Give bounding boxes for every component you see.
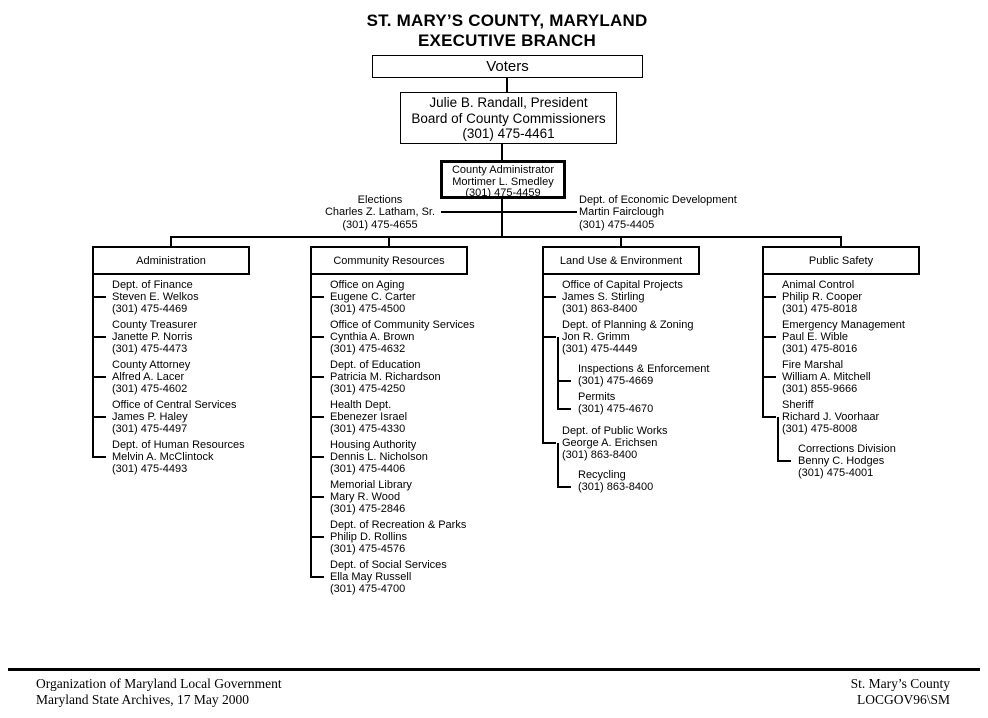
- org-subitem: [557, 465, 784, 493]
- org-item: [542, 275, 784, 315]
- column-land-use-environment: [542, 275, 784, 499]
- dept-title: Health Dept.: [330, 399, 392, 411]
- dept-phone: (301) 475-4576: [330, 543, 406, 555]
- dept-title: Corrections Division: [798, 443, 896, 455]
- dept-title: Dept. of Education: [330, 359, 421, 371]
- dept-title: Memorial Library: [330, 479, 412, 491]
- dept-person: Richard J. Voorhaar: [782, 411, 880, 423]
- column-community-resources: [310, 275, 552, 595]
- connector-admin-rail: [501, 199, 503, 238]
- page-title-line2: EXECUTIVE BRANCH: [418, 31, 596, 50]
- dept-title: Office on Aging: [330, 279, 405, 291]
- board-box: [400, 92, 617, 144]
- column-header-label: Administration: [136, 254, 206, 267]
- dept-person: Mary R. Wood: [330, 491, 401, 503]
- economic-development-title: Dept. of Economic Development: [579, 194, 737, 206]
- dept-phone: (301) 475-4449: [562, 343, 638, 355]
- dept-phone: (301) 475-8008: [782, 423, 858, 435]
- dept-person: William A. Mitchell: [782, 371, 871, 383]
- dept-person: Philip R. Cooper: [782, 291, 863, 303]
- elections-phone: (301) 475-4655: [342, 218, 418, 231]
- dept-title: Emergency Management: [782, 319, 905, 331]
- dept-person: Ella May Russell: [330, 571, 412, 583]
- dept-phone: (301) 855-9666: [782, 383, 858, 395]
- dept-phone: (301) 475-4602: [112, 383, 188, 395]
- column-public-safety: [762, 275, 988, 485]
- voters-label: Voters: [486, 58, 529, 75]
- administrator-phone: (301) 475-4459: [465, 187, 541, 199]
- org-item: [92, 275, 334, 315]
- org-item: [310, 435, 552, 475]
- dept-phone: (301) 475-8018: [782, 303, 858, 315]
- dept-title: County Attorney: [112, 359, 191, 371]
- dept-person: Ebenezer Israel: [330, 411, 408, 423]
- org-subitem: [557, 387, 784, 415]
- org-sublist: [777, 435, 988, 485]
- footer-left: [36, 676, 282, 707]
- org-item: [310, 275, 552, 315]
- dept-title: Animal Control: [782, 279, 855, 291]
- org-item: [762, 315, 988, 355]
- connector-board-admin: [501, 144, 503, 160]
- column-header-label: Community Resources: [333, 254, 445, 267]
- dept-phone: (301) 863-8400: [578, 481, 654, 493]
- org-subitem: [557, 359, 784, 387]
- dept-person: Dennis L. Nicholson: [330, 451, 428, 463]
- dept-title: Housing Authority: [330, 439, 417, 451]
- org-item: [310, 475, 552, 515]
- org-sublist: [557, 355, 784, 421]
- dept-phone: (301) 475-4700: [330, 583, 406, 595]
- org-subitem: [777, 439, 988, 479]
- dept-phone: (301) 475-2846: [330, 503, 406, 515]
- dept-title: Recycling: [578, 469, 626, 481]
- voters-box: [372, 55, 643, 78]
- connector-rail: [170, 236, 842, 238]
- dept-title: Office of Central Services: [112, 399, 237, 411]
- org-item: [542, 315, 784, 421]
- org-item: [310, 515, 552, 555]
- dept-person: George A. Erichsen: [562, 437, 658, 449]
- org-sublist: [557, 461, 784, 499]
- footer-right-line2: LOCGOV96\SM: [856, 691, 950, 707]
- footer-right-line1: St. Mary’s County: [850, 676, 950, 691]
- board-president: Julie B. Randall, President: [429, 95, 588, 110]
- dept-person: Steven E. Welkos: [112, 291, 199, 303]
- dept-person: Eugene C. Carter: [330, 291, 416, 303]
- elections-block: [318, 194, 442, 231]
- dept-person: James S. Stirling: [562, 291, 645, 303]
- column-header-public-safety: [762, 246, 920, 275]
- dept-title: Dept. of Public Works: [562, 425, 668, 437]
- dept-phone: (301) 475-8016: [782, 343, 858, 355]
- org-item: [310, 395, 552, 435]
- dept-phone: (301) 475-4001: [798, 467, 874, 479]
- dept-phone: (301) 475-4632: [330, 343, 406, 355]
- dept-title: Office of Community Services: [330, 319, 475, 331]
- org-item: [762, 275, 988, 315]
- dept-title: Fire Marshal: [782, 359, 844, 371]
- dept-title: Dept. of Social Services: [330, 559, 447, 571]
- elections-title: Elections: [357, 194, 403, 206]
- dept-title: Dept. of Planning & Zoning: [562, 319, 694, 331]
- column-header-land-use-environment: [542, 246, 700, 275]
- dept-phone: (301) 475-4497: [112, 423, 188, 435]
- connector-economic-development: [503, 211, 577, 213]
- org-item: [92, 315, 334, 355]
- footer-left-line2: Maryland State Archives, 17 May 2000: [36, 691, 249, 707]
- page-title-line1: ST. MARY’S COUNTY, MARYLAND: [366, 11, 648, 30]
- dept-phone: (301) 475-4493: [112, 463, 188, 475]
- dept-person: Paul E. Wible: [782, 331, 849, 343]
- dept-title: Inspections & Enforcement: [578, 363, 710, 375]
- org-item: [542, 421, 784, 499]
- dept-phone: (301) 475-4330: [330, 423, 406, 435]
- footer-left-line1: Organization of Maryland Local Government: [36, 676, 282, 691]
- dept-title: Office of Capital Projects: [562, 279, 683, 291]
- administrator-box: [440, 160, 566, 199]
- economic-development-block: [579, 194, 809, 231]
- org-item: [92, 435, 334, 475]
- org-item: [310, 555, 552, 595]
- dept-phone: (301) 475-4250: [330, 383, 406, 395]
- org-item: [310, 355, 552, 395]
- org-item: [92, 395, 334, 435]
- column-administration: [92, 275, 334, 475]
- column-header-administration: [92, 246, 250, 275]
- column-header-label: Public Safety: [808, 254, 874, 267]
- elections-person: Charles Z. Latham, Sr.: [324, 206, 436, 219]
- page-title: [307, 11, 707, 51]
- dept-person: Patricia M. Richardson: [330, 371, 441, 383]
- dept-person: James P. Haley: [112, 411, 188, 423]
- economic-development-phone: (301) 475-4405: [579, 218, 655, 231]
- footer-rule: [8, 668, 980, 671]
- dept-phone: (301) 475-4500: [330, 303, 406, 315]
- dept-title: Dept. of Human Resources: [112, 439, 245, 451]
- administrator-title: County Administrator: [451, 164, 555, 176]
- dept-person: Melvin A. McClintock: [112, 451, 214, 463]
- org-item: [92, 355, 334, 395]
- dept-phone: (301) 475-4473: [112, 343, 188, 355]
- dept-title: Permits: [578, 391, 616, 403]
- dept-person: Benny C. Hodges: [798, 455, 885, 467]
- board-title: Board of County Commissioners: [411, 110, 606, 126]
- board-phone: (301) 475-4461: [462, 126, 555, 141]
- dept-person: Jon R. Grimm: [562, 331, 630, 343]
- dept-person: Philip D. Rollins: [330, 531, 408, 543]
- column-header-label: Land Use & Environment: [559, 254, 683, 267]
- connector-elections: [441, 211, 501, 213]
- dept-phone: (301) 475-4669: [578, 375, 654, 387]
- dept-phone: (301) 475-4406: [330, 463, 406, 475]
- column-header-community-resources: [310, 246, 468, 275]
- dept-title: Dept. of Finance: [112, 279, 193, 291]
- dept-phone: (301) 475-4670: [578, 403, 654, 415]
- org-item: [762, 395, 988, 485]
- dept-person: Alfred A. Lacer: [112, 371, 185, 383]
- connector-voters-board: [506, 78, 508, 92]
- economic-development-person: Martin Fairclough: [579, 206, 664, 219]
- dept-title: Dept. of Recreation & Parks: [330, 519, 467, 531]
- dept-phone: (301) 475-4469: [112, 303, 188, 315]
- dept-title: County Treasurer: [112, 319, 197, 331]
- dept-person: Cynthia A. Brown: [330, 331, 415, 343]
- dept-phone: (301) 863-8400: [562, 303, 638, 315]
- dept-title: Sheriff: [782, 399, 814, 411]
- org-item: [310, 315, 552, 355]
- dept-phone: (301) 863-8400: [562, 449, 638, 461]
- footer-right: [700, 676, 950, 707]
- administrator-name: Mortimer L. Smedley: [452, 175, 554, 188]
- dept-person: Janette P. Norris: [112, 331, 193, 343]
- org-item: [762, 355, 988, 395]
